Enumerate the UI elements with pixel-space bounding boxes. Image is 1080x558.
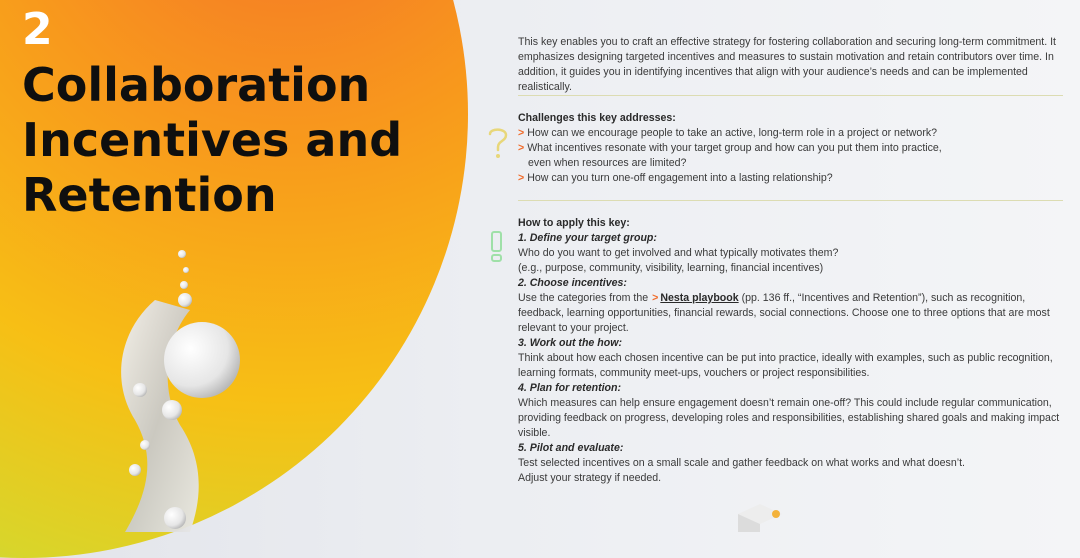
step-text-part: (pp. 136 ff., “Incentives and Retention”), such as recognition, feedback, learning opportunities, financial rewards, social connections. Choose one to three options that are most relevant to your project. [518,292,1050,334]
step-title: 3. Work out the how: [518,337,622,349]
list-item [518,171,1063,186]
step-text [518,291,1063,336]
challenges-heading: Challenges this key addresses: [518,112,676,124]
chevron-right-icon: > [518,127,525,139]
divider [518,200,1063,201]
list-item-text: How can we encourage people to take an active, long-term role in a project or network? [527,127,938,139]
question-mark-icon [486,126,510,160]
challenges-section [518,111,1063,186]
nesta-playbook-link[interactable]: Nesta playbook [660,292,739,304]
title-line: Retention [22,168,277,222]
step-text-part: Use the categories from the [518,292,649,304]
divider [518,95,1063,96]
howto-section [518,216,1063,486]
list-item-text: What incentives resonate with your target group and how can you put them into practice, [527,142,942,154]
step-text: Adjust your strategy if needed. [518,472,662,484]
step-title: 4. Plan for retention: [518,382,622,394]
step-text: Who do you want to get involved and what typically motivates them? [518,247,839,259]
chevron-right-icon: > [652,292,659,304]
step-text: Which measures can help ensure engagement doesn’t remain one-off? This could include regular communication, providing feedback on progress, developing roles and responsibilities, establishing shared goals and making impact visible. [518,397,1060,439]
chevron-right-icon: > [518,172,525,184]
step-text: Test selected incentives on a small scale and gather feedback on what works and what doesn’t. [518,457,965,469]
list-item [518,126,1063,141]
main-content [518,35,1063,486]
title-line: Incentives and [22,113,403,167]
step-text: Think about how each chosen incentive can be put into practice, ideally with examples, such as public recognition, learning formats, community meet-ups, vouchers or project responsibilities. [518,352,1053,379]
page-title [22,58,442,223]
decorative-cube-graphic [730,500,790,532]
step-title: 5. Pilot and evaluate: [518,442,624,454]
howto-heading: How to apply this key: [518,217,630,229]
title-line: Collaboration [22,58,371,112]
exclamation-mark-icon [488,230,506,264]
intro-paragraph: This key enables you to craft an effective strategy for fostering collaboration and securing long-term commitment. It emphasizes designing targeted incentives and measures to sustain motivation and retain contributors over time. In addition, it guides you in identifying incentives that align with your audience’s needs and can be implemented realistically. [518,36,1056,93]
step-title: 2. Choose incentives: [518,277,627,289]
list-item-text: How can you turn one-off engagement into a lasting relationship? [527,172,833,184]
section-number: 2 [22,4,53,55]
step-text: (e.g., purpose, community, visibility, learning, financial incentives) [518,262,824,274]
list-item [518,141,1063,156]
list-item-continuation: even when resources are limited? [528,157,687,169]
step-title: 1. Define your target group: [518,232,657,244]
chevron-right-icon: > [518,142,525,154]
abstract-sculpture-illustration [80,240,340,532]
